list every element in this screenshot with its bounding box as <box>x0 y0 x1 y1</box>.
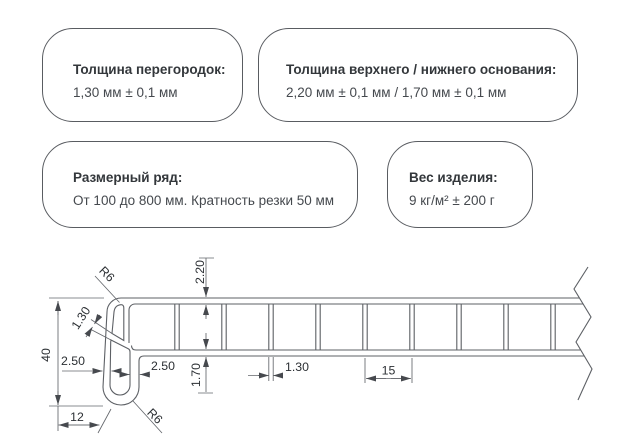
profile-outline <box>103 267 592 405</box>
spec-title: Толщина перегородок: <box>73 62 226 77</box>
dim-height-label: 40 <box>39 348 53 362</box>
front-wedge-chamber <box>112 305 124 341</box>
spec-value: От 100 до 800 мм. Кратность резки 50 мм <box>73 193 335 208</box>
dim-nose-width-label: 12 <box>70 410 84 424</box>
dim-front-wall-label: 2.50 <box>61 354 85 368</box>
dimension-labels <box>39 260 395 427</box>
spec-card-partition-thickness <box>42 28 243 122</box>
dim-top-radius-label: R6 <box>96 263 118 285</box>
dim-cell-pitch-label: 15 <box>381 363 396 378</box>
spec-card-base-thickness <box>258 28 578 122</box>
dim-partition-label: 1.30 <box>285 360 309 374</box>
spec-title: Размерный ряд: <box>73 170 183 185</box>
spec-title: Вес изделия: <box>409 170 498 185</box>
dim-diagonal-wall-label: 1.30 <box>68 304 94 332</box>
partitions <box>175 304 555 350</box>
profile-drawing <box>0 245 620 447</box>
break-line <box>574 267 592 400</box>
bottom-inner-line <box>132 346 581 351</box>
dim-nose-wall-label: 2.50 <box>151 359 175 373</box>
spec-value: 9 кг/м² ± 200 г <box>409 193 495 208</box>
dim-bottom-wall-label: 1.70 <box>189 363 203 387</box>
dimension-lines <box>49 258 412 433</box>
spec-card-weight <box>387 141 533 228</box>
nose-cavity <box>110 340 130 395</box>
dim-nose-radius-label: R6 <box>144 405 166 427</box>
spec-value: 2,20 мм ± 0,1 мм / 1,70 мм ± 0,1 мм <box>286 85 507 100</box>
dim-top-wall-label: 2.20 <box>193 260 207 284</box>
spec-title: Толщина верхнего / нижнего основания: <box>286 62 557 77</box>
top-inner-line <box>129 304 583 343</box>
spec-value: 1,30 мм ± 0,1 мм <box>73 85 178 100</box>
spec-card-size-range <box>42 141 358 228</box>
